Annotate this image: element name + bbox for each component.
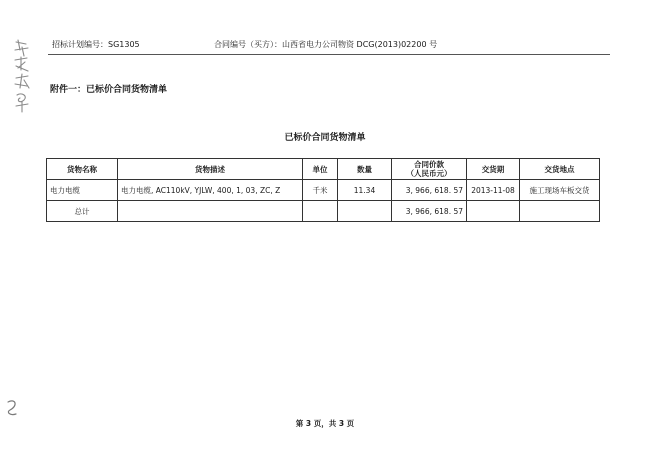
tender-plan-number: 招标计划编号：SG1305 xyxy=(52,40,140,49)
cell-empty xyxy=(467,201,520,222)
table-total-row xyxy=(47,201,600,222)
goods-table xyxy=(46,158,600,222)
header-goods-description: 货物描述 xyxy=(118,159,303,180)
header-unit: 单位 xyxy=(303,159,338,180)
table-header-row xyxy=(47,159,600,180)
header-contract-price xyxy=(392,159,467,180)
cell-delivery-place: 施工现场车板交货 xyxy=(520,180,600,201)
table-row xyxy=(47,180,600,201)
cell-total-label: 总计 xyxy=(47,201,118,222)
cell-goods-name: 电力电缆 xyxy=(47,180,118,201)
header-delivery-date: 交货期 xyxy=(467,159,520,180)
cell-total-price: 3, 966, 618. 57 xyxy=(392,201,467,222)
page-number-footer: 第 3 页，共 3 页 xyxy=(295,419,355,428)
cell-empty xyxy=(118,201,303,222)
contract-number: 合同编号（买方）：山西省电力公司物资 DCG(2013)02200 号 xyxy=(214,40,438,49)
header-goods-name: 货物名称 xyxy=(47,159,118,180)
cell-empty xyxy=(303,201,338,222)
header-quantity: 数量 xyxy=(338,159,392,180)
cell-empty xyxy=(520,201,600,222)
header-divider xyxy=(48,54,610,55)
header-delivery-place: 交货地点 xyxy=(520,159,600,180)
attachment-heading: 附件一：已标价合同货物清单 xyxy=(50,85,168,95)
handwritten-mark xyxy=(4,398,20,420)
cell-delivery-date: 2013-11-08 xyxy=(467,180,520,201)
table-title: 已标价合同货物清单 xyxy=(284,133,366,143)
header-contract-price-line2: （人民币元） xyxy=(406,169,452,178)
cell-unit: 千米 xyxy=(303,180,338,201)
cell-contract-price: 3, 966, 618. 57 xyxy=(392,180,467,201)
cell-goods-description: 电力电缆, AC110kV, YJLW, 400, 1, 03, ZC, Z xyxy=(118,180,303,201)
cell-empty xyxy=(338,201,392,222)
handwritten-signature xyxy=(12,38,34,114)
cell-quantity: 11.34 xyxy=(338,180,392,201)
header-contract-price-line1: 合同价款 xyxy=(414,160,444,169)
